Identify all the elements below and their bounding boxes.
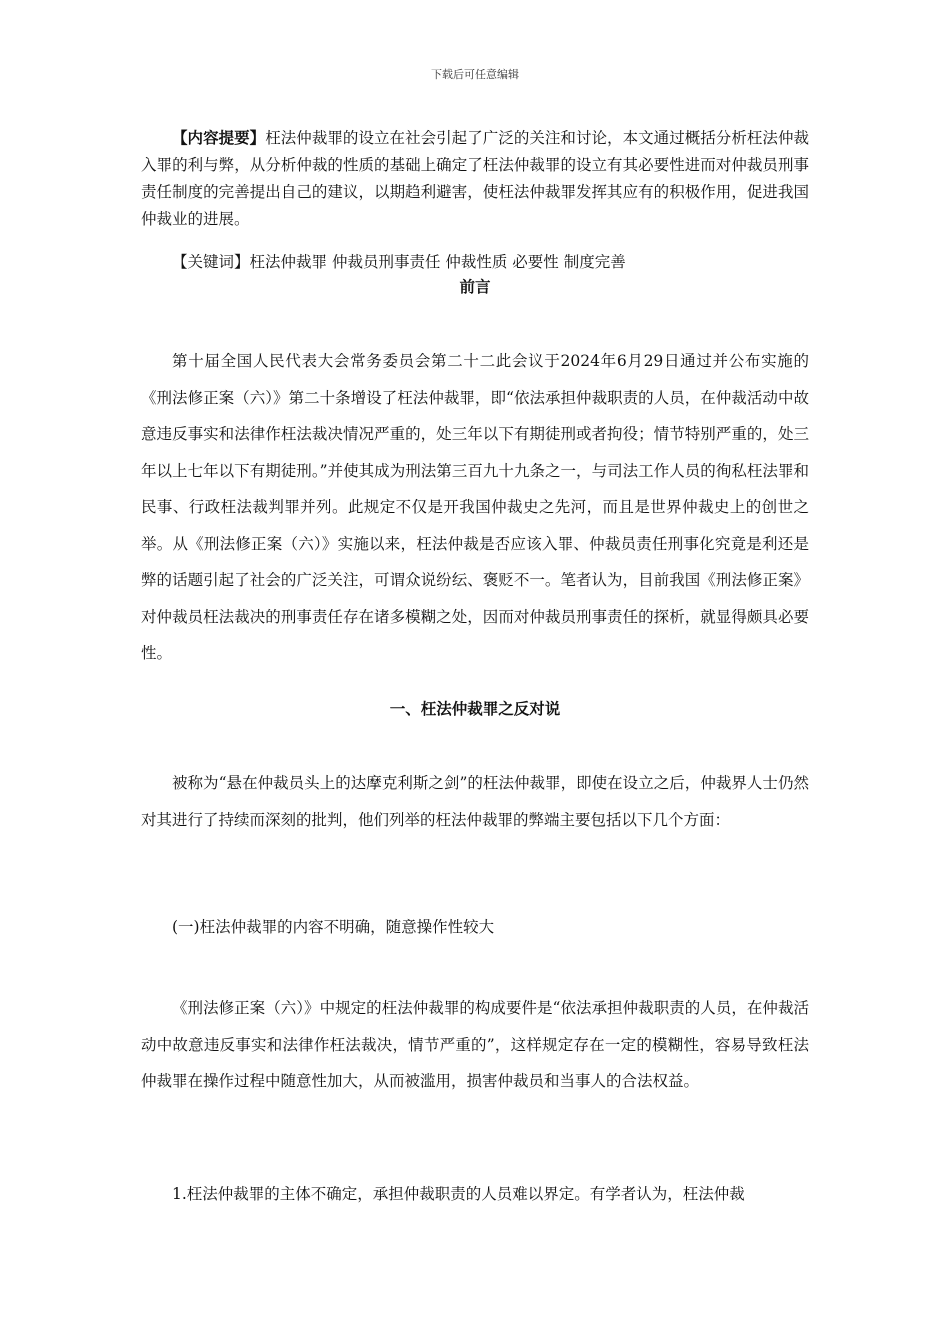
keywords-label: 【关键词】 bbox=[172, 253, 250, 271]
section1-item-1: 1.枉法仲裁罪的主体不确定，承担仲裁职责的人员难以界定。有学者认为，枉法仲裁 bbox=[172, 1185, 745, 1203]
preface-body: 第十届全国人民代表大会常务委员会第二十二此会议于2024年6月29日通过并公布实施的《刑法修正案（六）》第二十条增设了枉法仲裁罪，即“依法承担仲裁职责的人员，在仲裁活动中故意违反事实和法律作枉法裁决情况严重的，处三年以下有期徒刑或者拘役；情节特别严重的，处三年以上七年以下有期徒刑。”并使其成为刑法第三百九十九条之一，与司法工作人员的徇私枉法罪和民事、行政枉法裁判罪并列。此规定不仅是开我国仲裁史之先河，而且是世界仲裁史上的创世之举。从《刑法修正案（六）》实施以来，枉法仲裁是否应该入罪、仲裁员责任刑事化究竟是利还是弊的话题引起了社会的广泛关注，可谓众说纷纭、褒贬不一。笔者认为，目前我国《刑法修正案》对仲裁员枉法裁决的刑事责任存在诸多模糊之处，因而对仲裁员刑事责任的探析，就显得颇具必要性。 bbox=[141, 352, 809, 662]
section1-subheading-1: (一)枉法仲裁罪的内容不明确，随意操作性较大 bbox=[172, 918, 495, 936]
abstract-paragraph bbox=[141, 124, 809, 233]
section1-intro: 被称为“悬在仲裁员头上的达摩克利斯之剑”的枉法仲裁罪，即使在设立之后，仲裁界人士仍然对其进行了持续而深刻的批判，他们列举的枉法仲裁罪的弊端主要包括以下几个方面： bbox=[141, 774, 809, 829]
abstract-label: 【内容提要】 bbox=[172, 128, 266, 147]
keywords-text: 枉法仲裁罪 仲裁员刑事责任 仲裁性质 必要性 制度完善 bbox=[249, 253, 626, 271]
section1-title: 一、枉法仲裁罪之反对说 bbox=[389, 699, 561, 718]
keywords-paragraph bbox=[141, 249, 809, 276]
preface-title: 前言 bbox=[459, 277, 491, 296]
section1-sub1-body: 《刑法修正案（六）》中规定的枉法仲裁罪的构成要件是“依法承担仲裁职责的人员，在仲裁活动中故意违反事实和法律作枉法裁决，情节严重的”，这样规定存在一定的模糊性，容易导致枉法仲裁罪在操作过程中随意性加大，从而被滥用，损害仲裁员和当事人的合法权益。 bbox=[141, 999, 809, 1090]
abstract-text: 枉法仲裁罪的设立在社会引起了广泛的关注和讨论，本文通过概括分析枉法仲裁入罪的利与弊，从分析仲裁的性质的基础上确定了枉法仲裁罪的设立有其必要性进而对仲裁员刑事责任制度的完善提出自己的建议，以期趋利避害，使枉法仲裁罪发挥其应有的积极作用，促进我国仲裁业的进展。 bbox=[141, 129, 809, 228]
header-note: 下载后可任意编辑 bbox=[431, 68, 519, 81]
